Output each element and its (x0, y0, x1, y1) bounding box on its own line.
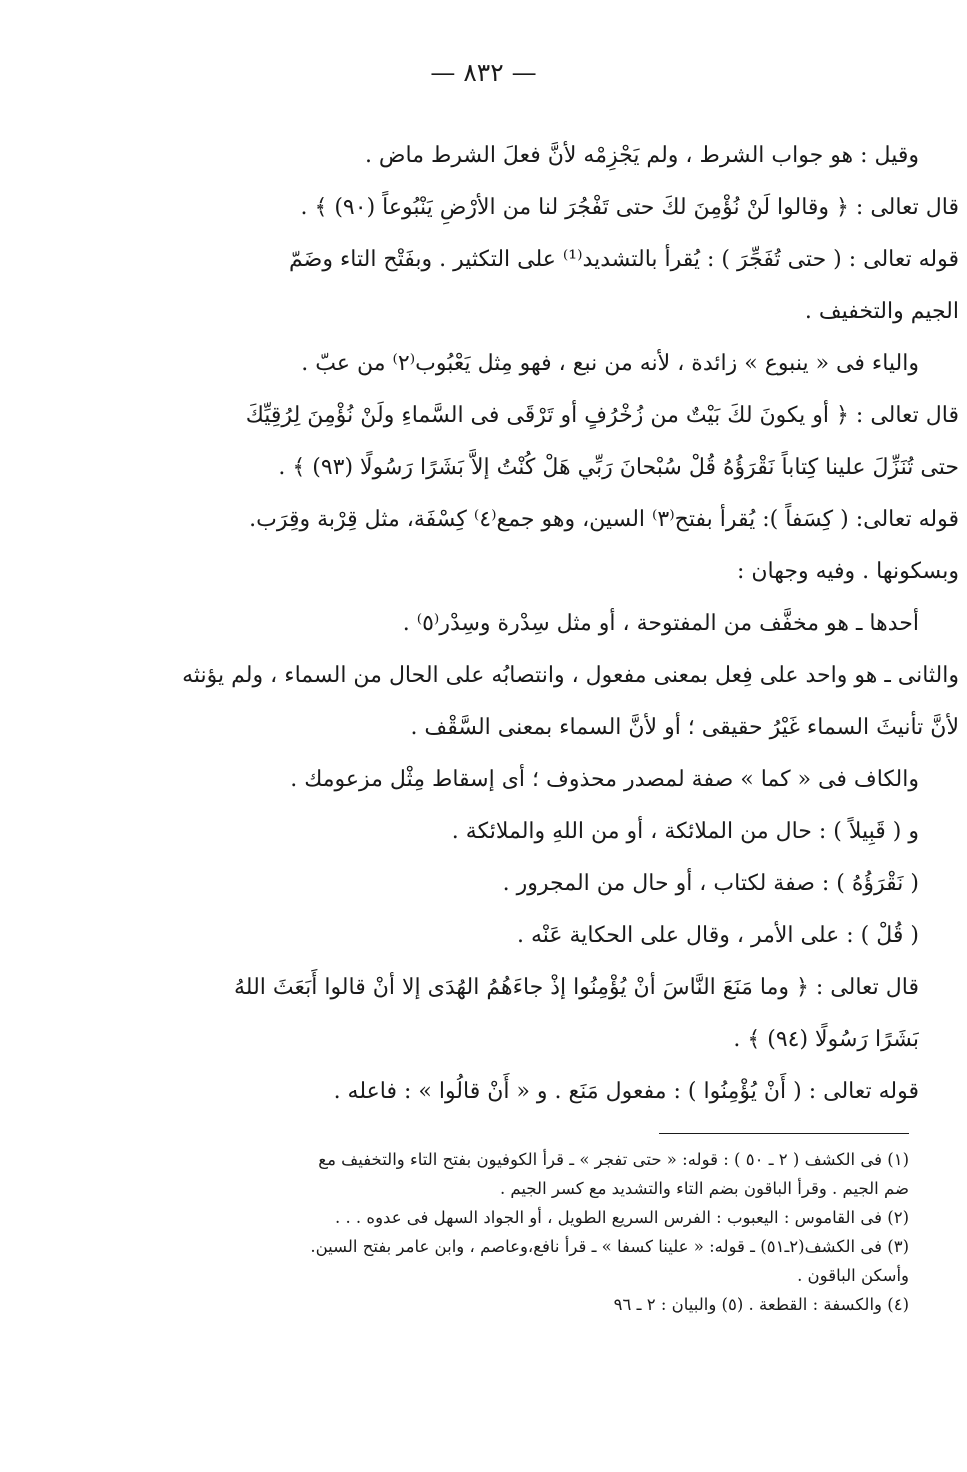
footnote-line: (٣) فى الكشف(٢ـ٥١) ـ قوله: « علينا كسفا » ـ قرأ نافع،وعاصم ، وابن عامر بفتح السين. (310, 1237, 909, 1256)
text-line: قوله تعالى : ( حتى تُفَجِّرَ ) : يُقرأ بالتشديد⁽¹⁾ على التكثير . وبفَتْح التاء وضَمّ (289, 247, 959, 272)
text-line: ( نَقْرَؤُهُ ) : صفة لكتاب ، أو حال من المجرور . (502, 871, 919, 896)
text-line: لأنَّ تأنيثَ السماء غَيْرُ حقيقى ؛ أو لأنَّ السماء بمعنى السَّقْف . (410, 715, 959, 740)
footnote-line: وأسكن الباقون . (797, 1266, 909, 1285)
text-line: و ( قَبِيلاً ) : حال من الملائكة ، أو من اللهِ والملائكة . (451, 819, 919, 844)
text-line: قال تعالى : ﴿ وقالوا لَنْ نُؤْمِنَ لكَ حتى تَفْجُرَ لنا من الأرْضِ يَنْبُوعاً (٩٠) ﴾ . (300, 195, 959, 220)
footnote-line: (٢) فى القاموس : اليعبوب : الفرس السريع الطويل ، أو الجواد السهل فى عدوه . . . (334, 1208, 909, 1227)
footnote-line: (٤) والكسفة : القطعة . (٥) والبيان : ٢ ـ ٩٦ (613, 1295, 909, 1314)
footnotes (129, 1145, 909, 1319)
text-line: بَشَرًا رَسُولًا (٩٤) ﴾ . (733, 1027, 919, 1052)
footnote-line: ضم الجيم . وقرأ الباقون بضم التاء والتشديد مع كسر الجيم . (499, 1179, 909, 1198)
page-number: — ٨٣٢ — (430, 58, 537, 87)
text-line: قوله تعالى: ( كِسَفاً ): يُقرأ بفتح⁽٣⁾ السين، وهو جمع⁽٤⁾ كِسْفَة، مثل قِرْبة وقِرَب. (249, 507, 959, 532)
text-line: وقيل : هو جواب الشرط ، ولم يَجْزِمْه لأنَّ فعلَ الشرط ماض . (364, 143, 919, 168)
text-line: حتى تُنَزِّلَ علينا كِتاباً نَقْرَؤُهُ قُلْ سُبْحانَ رَبِّي هَلْ كُنْتُ إلاَّ بَشَرًا رَسُولًا (٩٣) ﴾ . (278, 455, 959, 480)
text-line: وبسكونها . وفيه وجهان : (736, 559, 959, 584)
text-line: والثانى ـ هو واحد على فِعل بمعنى مفعول ، وانتصابُه على الحال من السماء ، ولم يؤنثه (182, 663, 959, 688)
footnote-line: (١) فى الكشف ( ٢ ـ ٥٠ ) : قوله: « حتى تفجر » ـ قرأ الكوفيون بفتح التاء والتخفيف مع (318, 1150, 909, 1169)
text-line: الجيم والتخفيف . (804, 299, 959, 324)
text-line: قال تعالى : ﴿ وما مَنَعَ النَّاسَ أنْ يُؤْمِنُوا إذْ جاءَهُمُ الهُدَى إلا أنْ قالوا أَبَعَثَ اللهُ (234, 975, 919, 1000)
text-line: قال تعالى : ﴿ أو يكونَ لكَ بَيْتٌ من زُخْرُفٍ أو تَرْقَى فى السَّماءِ ولَنْ نُؤْمِنَ لِرُقِيِّكَ (245, 403, 959, 428)
text-line: ( قُلْ ) : على الأمر ، وقال على الحكاية عَنْه . (516, 923, 919, 948)
text-line: والياء فى « ينبوع » زائدة ، لأنه من نبع ، فهو مِثل يَعْبُوب⁽٢⁾ من عبّ . (301, 351, 919, 376)
text-line: والكاف فى « كما » صفة لمصدر محذوف ؛ أى إسقاط مِثْل مزعومك . (290, 767, 919, 792)
text-line: أحدها ـ هو مخفَّف من المفتوحة ، أو مثل سِدْرة وسِدْر⁽٥⁾ . (402, 611, 919, 636)
text-line: قوله تعالى : ( أَنْ يُؤْمِنُوا ) : مفعول مَنَع . و « أَنْ قالُوا » : فاعله . (333, 1079, 919, 1104)
footnote-divider (659, 1133, 909, 1134)
main-text (119, 130, 959, 1118)
